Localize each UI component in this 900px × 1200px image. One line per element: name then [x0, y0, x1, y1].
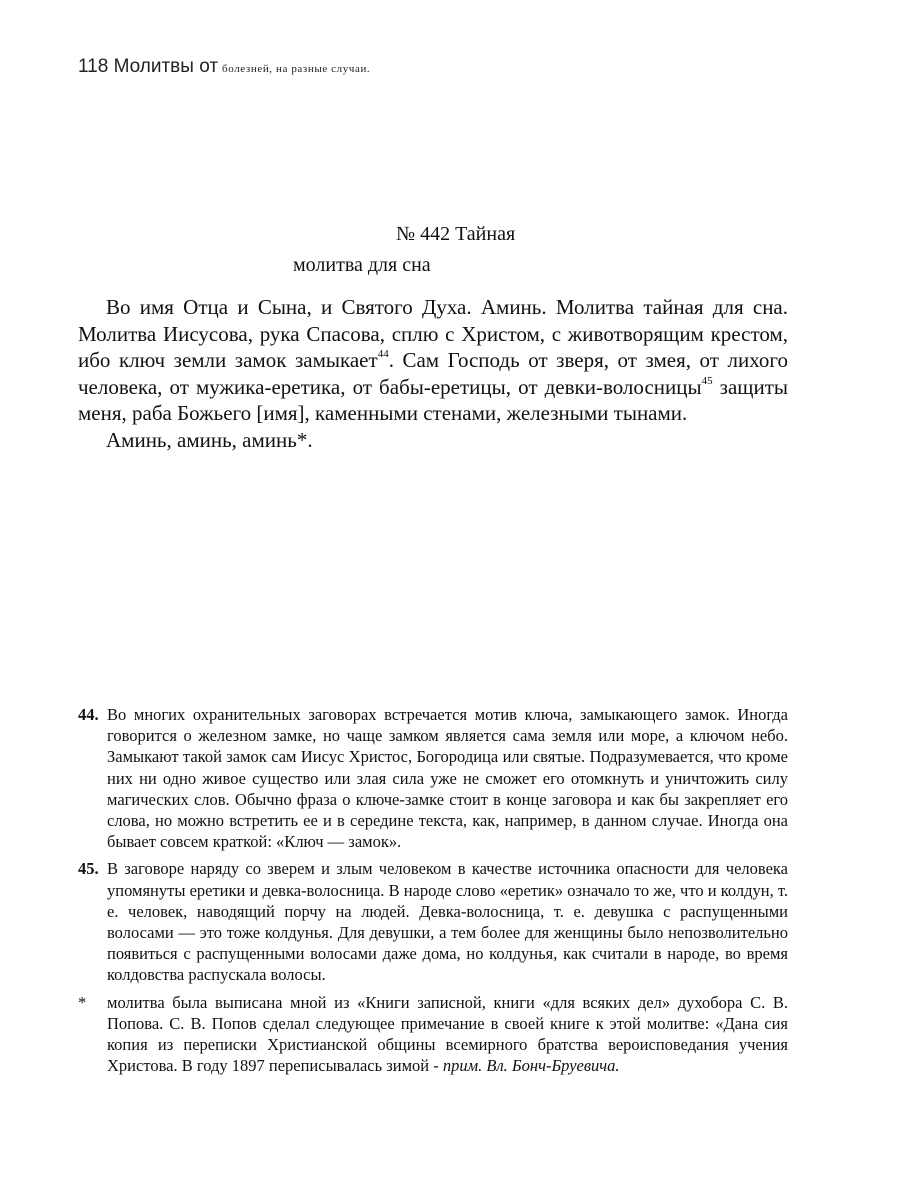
running-header	[78, 56, 370, 78]
footnotes	[78, 704, 788, 1082]
prayer-text-part-2: . Сам Господь от зверя, от змея, от лихого человека, от мужика-еретика, от бабы-еретицы, от девки-волосницы	[78, 348, 788, 399]
prayer-title-line1: № 442 Тайная	[396, 223, 516, 245]
footnote-45	[78, 858, 788, 985]
prayer-text-part-1: Во имя Отца и Сына, и Святого Духа. Аминь. Молитва тайная для сна. Молитва Иисусова, рука Спасова, сплю с Христом, с животворящим крестом, ибо ключ земли замок замыкает	[78, 295, 788, 372]
footnote-asterisk-mark: *	[78, 992, 87, 1012]
footnote-ref-45: 45	[701, 374, 713, 387]
footnote-text: Во многих охранительных заговорах встречается мотив ключа, замыкающего замок. Иногда говорится о железном замке, но чаще замком является сама земля или море, а ключом небо. Замыкают такой замок сам Иисус Христос, Богородица или святые. Подразумевается, что кроме них ни одно живое существо или злая сила уже не сможет его отомкнуть и уничтожить силу магических слов. Обычно фраза о ключе-замке стоит в конце заговора и как бы закрепляет его слова, но можно встретить ее и в середине текста, как, например, в данном случае. Иногда она бывает совсем краткой: «Ключ — замок».	[107, 705, 788, 852]
prayer-paragraph-1	[78, 294, 788, 427]
prayer-text	[78, 294, 788, 453]
header-subtitle: болезней, на разные случаи.	[222, 63, 371, 75]
footnote-number: 45.	[78, 859, 99, 879]
prayer-paragraph-2: Аминь, аминь, аминь*.	[106, 427, 313, 452]
prayer-text-part-3: защиты меня, раба Божьего [имя], каменными стенами, железными тынами.	[78, 374, 788, 425]
footnote-text: В заговоре наряду со зверем и злым человеком в качестве источника опасности для человека упомянуты еретики и девка-волосница. В народе слово «еретик» означало то же, что и колдун, т. е. человек, наводящий порчу на людей. Девка-волосница, т. е. девушка с распущенными волосами — это тоже колдунья. Для девушки, а тем более для женщины было непозволительно появиться с распущенными волосами даже дома, но колдунья, как считали в народе, во время колдовства распускала волосы.	[107, 859, 788, 985]
header-page-and-title: 118 Молитвы от	[78, 56, 219, 77]
footnote-ref-44: 44	[377, 348, 389, 360]
footnote-asterisk	[78, 992, 788, 1077]
footnote-attribution: прим. Вл. Бонч-Бруевича.	[442, 1056, 620, 1076]
prayer-title-line2: молитва для сна	[293, 254, 431, 276]
footnote-44	[78, 704, 788, 852]
footnote-number: 44.	[78, 705, 99, 724]
footnote-text: молитва была выписана мной из «Книги записной, книги «для всяких дел» духобора С. В. Попова. С. В. Попов сделал следующее примечание в своей книге к этой молитве: «Дана сия копия из переписки Христианской общины всемирного братства вероисповедания учения Христова. В году 1897 переписывалась зимой -	[107, 992, 788, 1076]
